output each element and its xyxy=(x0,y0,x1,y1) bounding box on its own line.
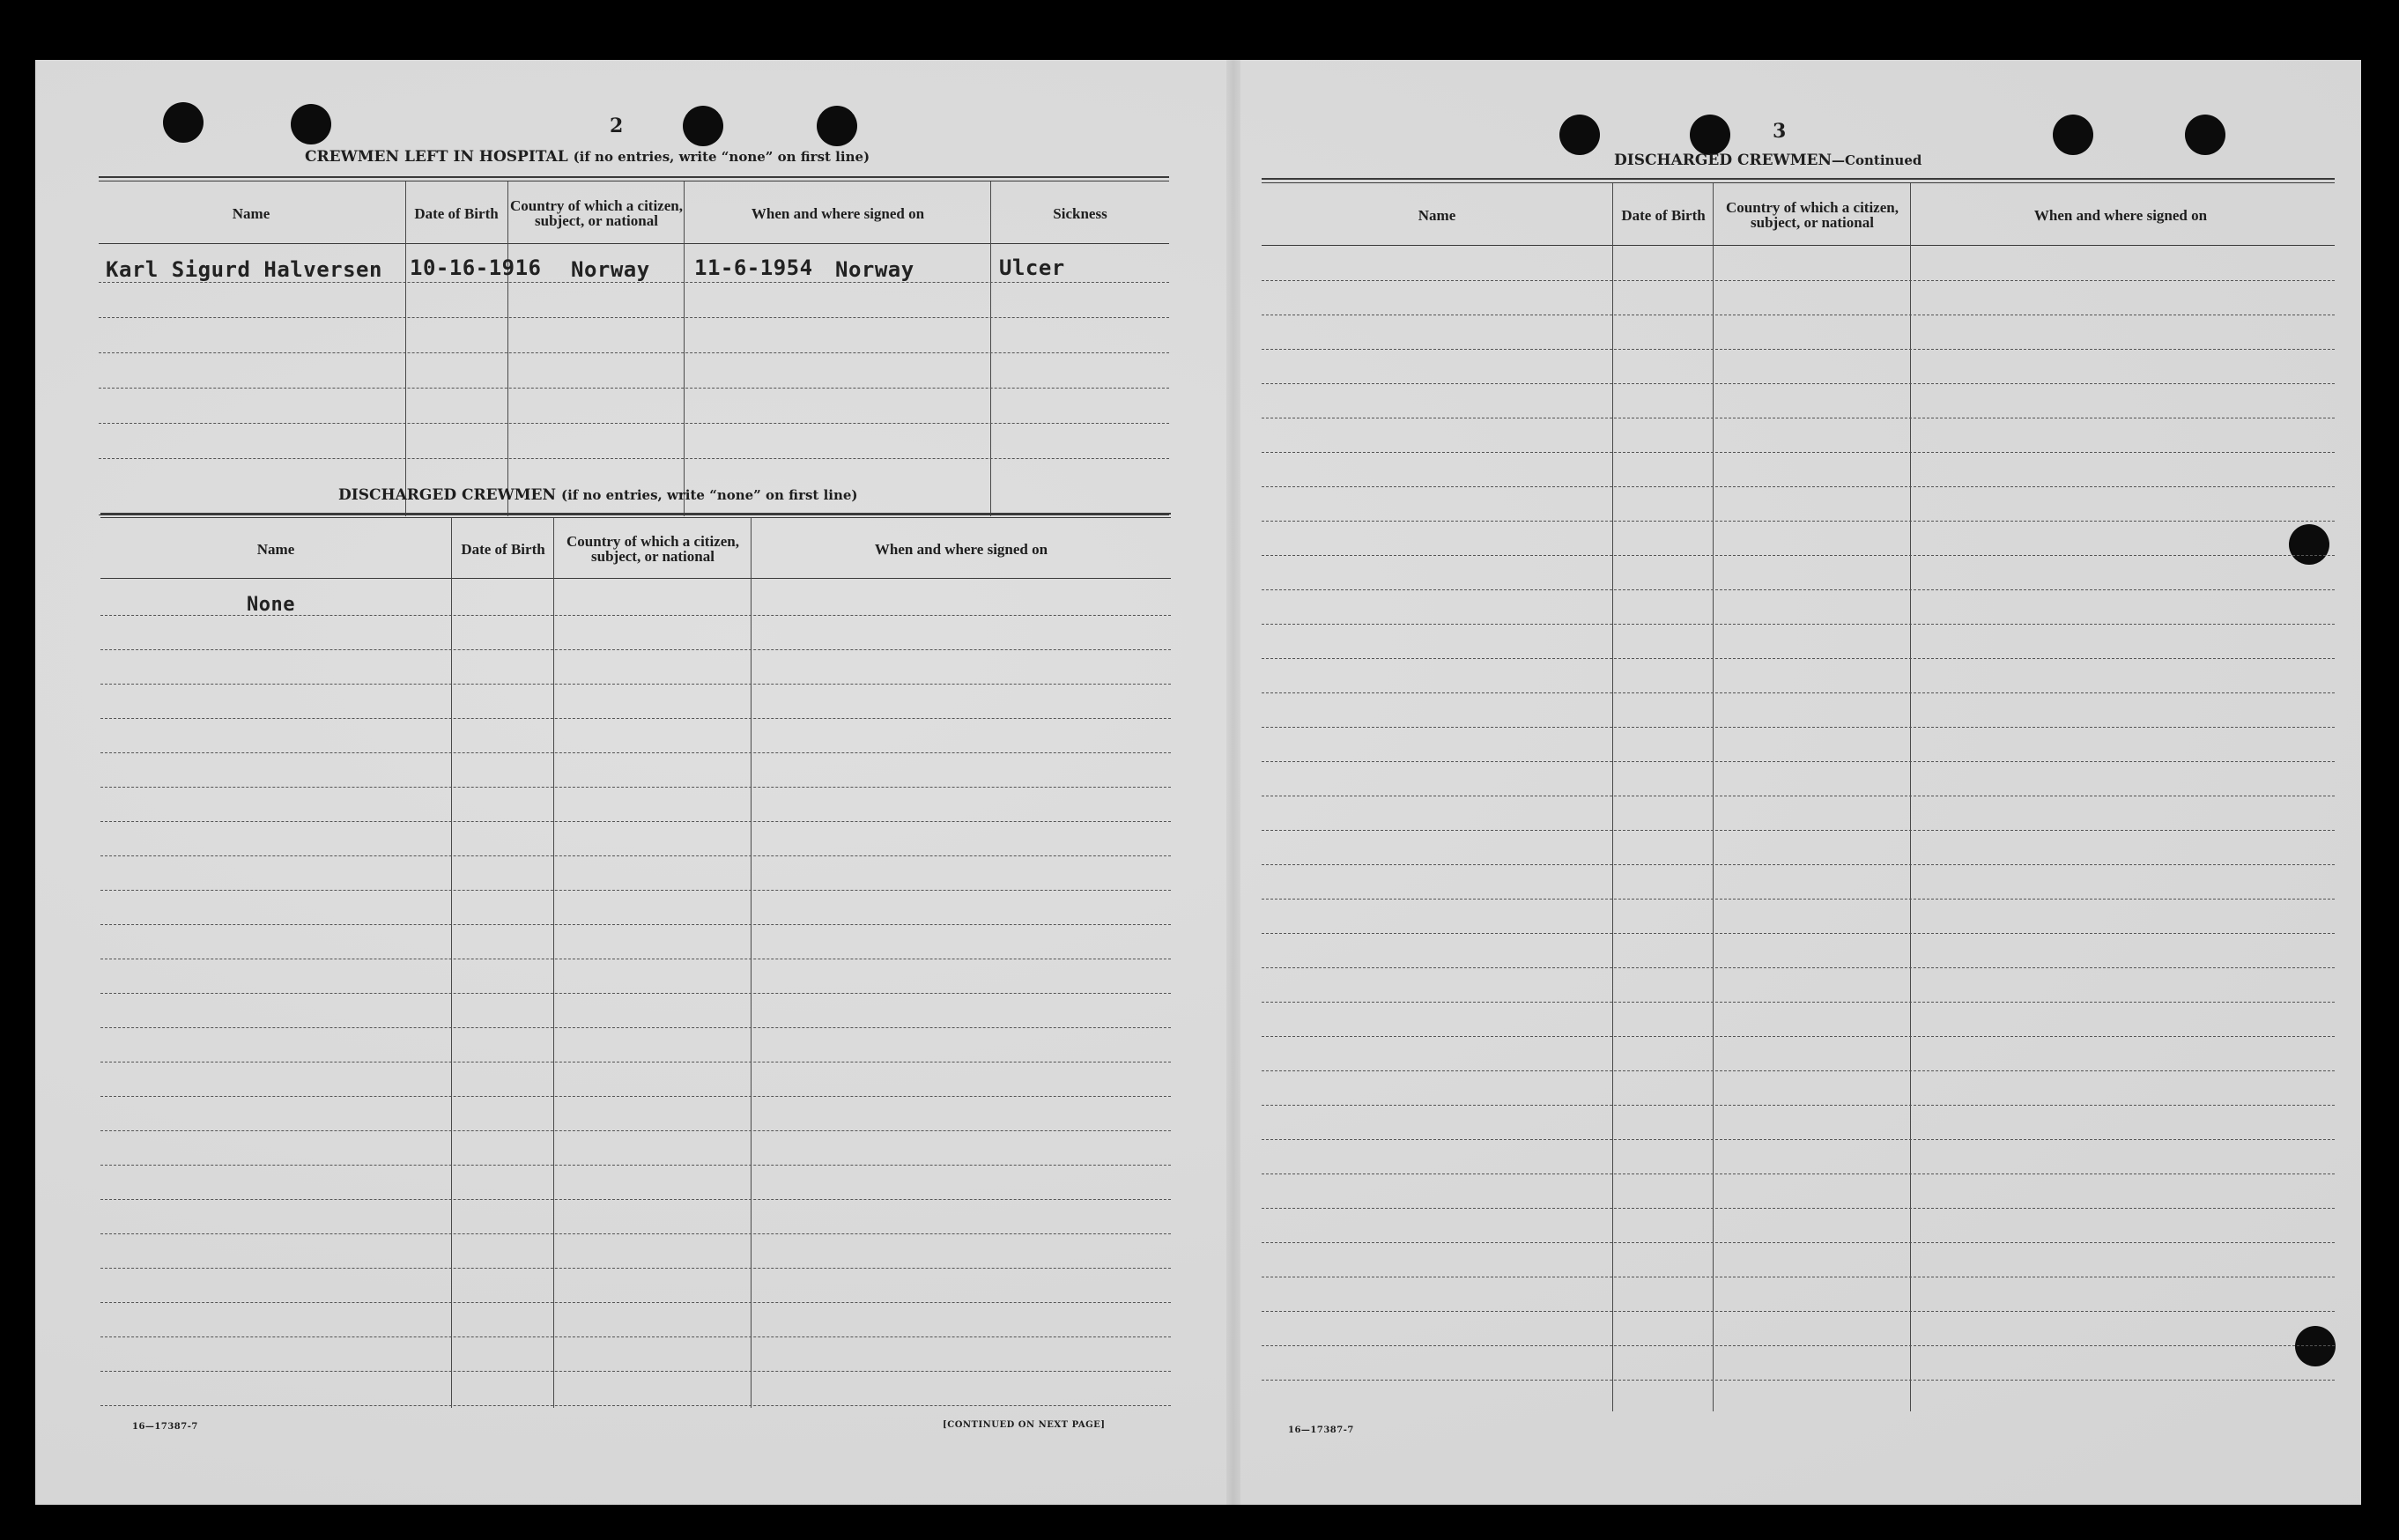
discharged-instruction-text: (if no entries, write “none” on first line) xyxy=(560,487,858,503)
ruled-line xyxy=(1262,1242,2335,1243)
ruled-line xyxy=(100,993,1171,994)
ruled-line xyxy=(1262,761,2335,762)
right-table-top-rule-2 xyxy=(1262,182,2335,183)
punch-hole xyxy=(683,106,723,146)
ruled-line xyxy=(1262,349,2335,350)
right-header-bottom-rule xyxy=(1262,245,2335,246)
ruled-line xyxy=(1262,521,2335,522)
punch-hole xyxy=(1690,115,1730,155)
hospital-header-dob: Date of Birth xyxy=(414,204,499,222)
hospital-entry-sickness: Ulcer xyxy=(999,255,1065,280)
hospital-entry-name: Karl Sigurd Halversen xyxy=(106,257,382,282)
hospital-row-line xyxy=(99,352,1169,353)
right-section-title xyxy=(1614,152,1921,169)
ruled-line xyxy=(1262,933,2335,934)
ruled-line xyxy=(1262,589,2335,590)
punch-hole xyxy=(817,106,857,146)
ruled-line xyxy=(1262,830,2335,831)
hospital-title-text: CREWMEN LEFT IN HOSPITAL xyxy=(305,148,568,166)
right-col-divider xyxy=(1612,183,1613,1411)
right-table-top-rule xyxy=(1262,178,2335,180)
form-number-left: 16—17387-7 xyxy=(132,1422,198,1432)
discharged-col-divider xyxy=(451,518,452,1408)
document-sheet xyxy=(35,60,2361,1505)
discharged-table-top-rule-2 xyxy=(100,517,1171,518)
hospital-entry-dob: 10-16-1916 xyxy=(410,255,542,280)
ruled-line xyxy=(100,684,1171,685)
ruled-line xyxy=(100,1233,1171,1234)
ruled-line xyxy=(100,1268,1171,1269)
ruled-line xyxy=(1262,1380,2335,1381)
discharged-header-dob: Date of Birth xyxy=(461,540,545,558)
ruled-line xyxy=(100,787,1171,788)
ruled-line xyxy=(100,1130,1171,1131)
center-fold xyxy=(1226,60,1240,1505)
continued-note: [CONTINUED ON NEXT PAGE] xyxy=(943,1420,1106,1430)
right-header-name: Name xyxy=(1418,206,1456,224)
ruled-line xyxy=(1262,1070,2335,1071)
ruled-line xyxy=(100,1336,1171,1337)
discharged-header-bottom-rule xyxy=(100,578,1171,579)
ruled-line xyxy=(100,821,1171,822)
ruled-line xyxy=(100,718,1171,719)
page-number-left: 2 xyxy=(610,115,624,137)
ruled-line xyxy=(1262,383,2335,384)
hospital-row-line xyxy=(99,282,1169,283)
right-col-divider xyxy=(1713,183,1714,1411)
ruled-line xyxy=(100,649,1171,650)
ruled-line xyxy=(1262,692,2335,693)
hospital-col-divider xyxy=(990,181,991,516)
ruled-line xyxy=(1262,555,2335,556)
ruled-line xyxy=(100,1405,1171,1406)
right-col-divider xyxy=(1910,183,1911,1411)
hospital-row-line xyxy=(99,388,1169,389)
punch-hole xyxy=(2053,115,2093,155)
ruled-line xyxy=(100,1027,1171,1028)
hospital-col-divider xyxy=(405,181,406,516)
ruled-line xyxy=(100,1096,1171,1097)
discharged-section-title xyxy=(338,486,858,504)
punch-hole xyxy=(2295,1326,2336,1366)
punch-hole xyxy=(1559,115,1600,155)
ruled-line xyxy=(1262,658,2335,659)
ruled-line xyxy=(100,924,1171,925)
punch-hole xyxy=(163,102,204,143)
discharged-header-signed: When and where signed on xyxy=(874,540,1048,558)
ruled-line xyxy=(1262,1311,2335,1312)
ruled-line xyxy=(1262,624,2335,625)
punch-hole xyxy=(291,104,331,144)
discharged-header-name: Name xyxy=(256,540,295,558)
hospital-header-bottom-rule xyxy=(99,243,1169,244)
hospital-row-line xyxy=(99,423,1169,424)
discharged-col-divider xyxy=(553,518,554,1408)
discharged-col-divider xyxy=(751,518,752,1408)
ruled-line xyxy=(1262,864,2335,865)
hospital-col-divider xyxy=(507,181,508,516)
punch-hole xyxy=(2185,115,2225,155)
hospital-entry-signed-place: Norway xyxy=(835,257,914,282)
ruled-line xyxy=(1262,1105,2335,1106)
ruled-line xyxy=(100,1371,1171,1372)
ruled-line xyxy=(100,855,1171,856)
hospital-section-title xyxy=(305,148,870,166)
ruled-line xyxy=(1262,1345,2335,1346)
ruled-line xyxy=(100,1199,1171,1200)
hospital-col-divider xyxy=(684,181,685,516)
discharged-table-top-rule xyxy=(100,513,1171,515)
ruled-line xyxy=(100,890,1171,891)
ruled-line xyxy=(1262,1139,2335,1140)
ruled-line xyxy=(100,1302,1171,1303)
discharged-first-entry: None xyxy=(247,594,295,616)
hospital-row-line xyxy=(99,458,1169,459)
right-header-dob: Date of Birth xyxy=(1621,206,1706,224)
hospital-header-sickness: Sickness xyxy=(1053,204,1107,222)
ruled-line xyxy=(100,752,1171,753)
ruled-line xyxy=(1262,1036,2335,1037)
hospital-row-line xyxy=(99,317,1169,318)
ruled-line xyxy=(1262,967,2335,968)
page-number-right: 3 xyxy=(1773,120,1787,143)
right-title-text: DISCHARGED CREWMEN xyxy=(1614,152,1833,169)
hospital-header-country: Country of which a citizen, subject, or national xyxy=(510,197,683,229)
hospital-header-name: Name xyxy=(232,204,270,222)
right-header-signed: When and where signed on xyxy=(2033,206,2208,224)
hospital-entry-signed-date: 11-6-1954 xyxy=(694,255,813,280)
hospital-entry-country: Norway xyxy=(571,257,650,282)
form-number-right: 16—17387-7 xyxy=(1288,1425,1354,1435)
discharged-header-country: Country of which a citizen, subject, or national xyxy=(566,533,739,565)
hospital-table-top-rule xyxy=(99,176,1169,178)
right-header-country: Country of which a citizen, subject, or national xyxy=(1726,199,1899,231)
discharged-title-text: DISCHARGED CREWMEN xyxy=(338,486,557,504)
ruled-line xyxy=(1262,486,2335,487)
hospital-instruction-text: (if no entries, write “none” on first line) xyxy=(573,149,870,165)
right-title-suffix: —Continued xyxy=(1832,152,1922,168)
ruled-line xyxy=(1262,1002,2335,1003)
ruled-line xyxy=(1262,899,2335,900)
ruled-line xyxy=(1262,452,2335,453)
punch-hole xyxy=(2289,524,2329,565)
hospital-header-signed: When and where signed on xyxy=(751,204,925,222)
ruled-line xyxy=(1262,1208,2335,1209)
ruled-line xyxy=(100,1165,1171,1166)
ruled-line xyxy=(1262,280,2335,281)
ruled-line xyxy=(1262,727,2335,728)
